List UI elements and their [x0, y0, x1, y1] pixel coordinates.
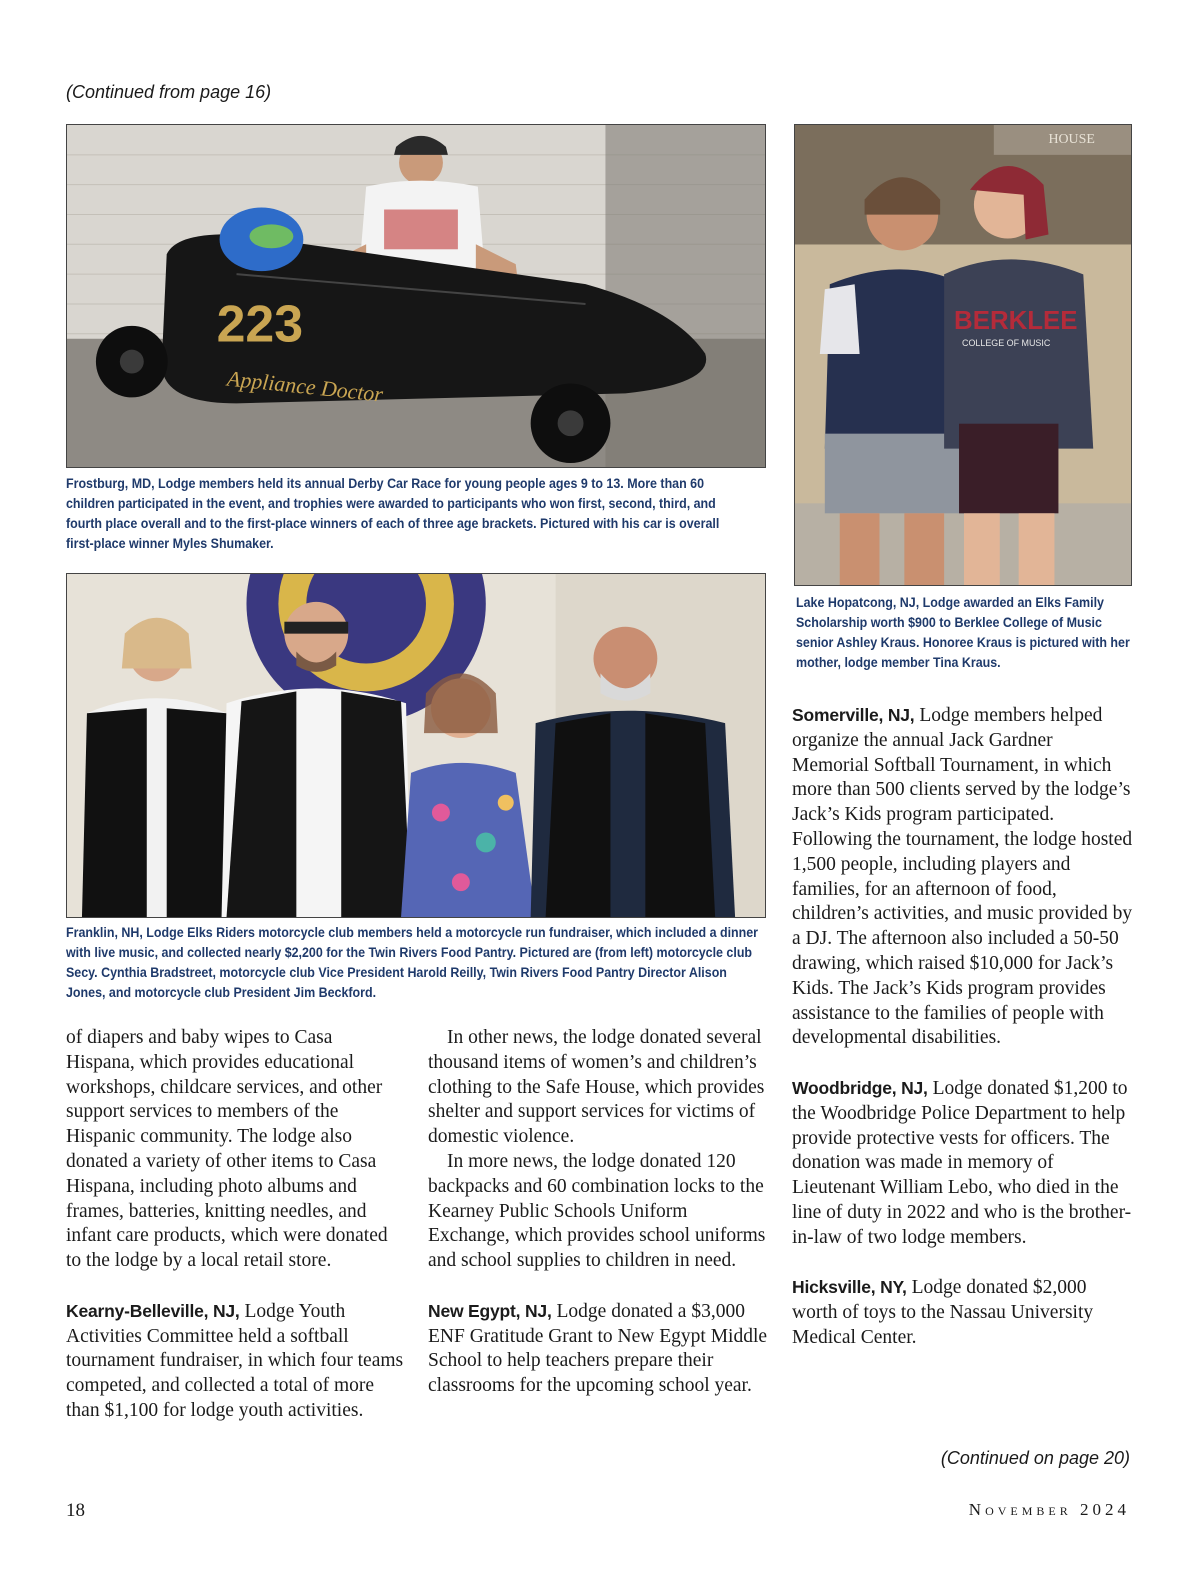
paragraph: In more news, the lodge donated 120 backpacks and 60 combination locks to the Kearney Public Schools Uniform Exchange, which provides school uniforms and school supplies to children in need. [428, 1150, 766, 1272]
franklin-photo-caption [66, 923, 768, 1003]
franklin-motorcycle-club-photo [66, 573, 766, 918]
paragraph-text: Lodge donated $1,200 to the Woodbridge Police Department to help provide protective vests for officers. The donation was made in memory of Lieutenant William Lebo, who died in the line of duty in 2022 and who is the brother-in-law of two lodge members. [792, 1077, 1132, 1248]
continued-on-label: (Continued on page 20) [940, 1448, 1130, 1468]
article-column-1 [66, 1026, 406, 1424]
article-column-2 [428, 1026, 768, 1399]
car-sponsor-script: Appliance Doctor [226, 365, 385, 407]
paragraph-somerville [792, 703, 1134, 1051]
car-number: 223 [216, 294, 304, 353]
page-number: 18 [66, 1500, 85, 1521]
place-name: Woodbridge, NJ, [792, 1077, 928, 1098]
article-column-3 [792, 703, 1134, 1351]
lake-hopatcong-scholarship-photo [794, 124, 1132, 586]
frostburg-derby-car-photo [66, 124, 766, 468]
continued-from-label: (Continued from page 16) [66, 82, 272, 102]
paragraph-new-egypt [428, 1299, 768, 1399]
paragraph-kearny-belleville [66, 1299, 406, 1424]
paragraph-hicksville [792, 1275, 1134, 1350]
caption-text: Lodge members held its annual Derby Car Race for young people ages 9 to 13. More than 60 children participated in the event, and trophies were awarded to participants who won first, second, third, and fourth place overall and to the first-place winners of each of three age brackets. Pictured with his car is overall first-place winner Myles Shumaker. [66, 476, 720, 551]
caption-place: Lake Hopatcong, NJ, [796, 595, 920, 610]
paragraph-text: Lodge members helped organize the annual Jack Gardner Memorial Softball Tournament, in which more than 500 clients served by the lodge’s Jack’s Kids program participated. Following the tournament, the lodge hosted 1,500 people, including players and families, for an afternoon of food, children’s activities, and music provided by a DJ. The afternoon also included a 50-50 drawing, which raised $10,000 for Jack’s Kids. The Jack’s Kids program provides assistance to the families of people with developmental disabilities. [792, 705, 1133, 1049]
place-name: Hicksville, NY, [792, 1277, 907, 1298]
issue-date: November 2024 [968, 1500, 1130, 1519]
lake-hopatcong-photo-caption [796, 593, 1133, 673]
paragraph-text: Lodge donated $2,000 worth of toys to the Nassau University Medical Center. [792, 1277, 1094, 1348]
place-name: Somerville, NJ, [792, 705, 915, 725]
caption-place: Frostburg, MD, [66, 476, 155, 491]
shirt-sublettering: COLLEGE OF MUSIC [962, 338, 1051, 349]
place-name: Kearny-Belleville, NJ, [66, 1300, 240, 1321]
paragraph-text: Lodge donated a $3,000 ENF Gratitude Grant to New Egypt Middle School to help teachers prepare their classrooms for the upcoming school year. [428, 1300, 768, 1397]
caption-text: Lodge awarded an Elks Family Scholarship worth $900 to Berklee College of Music senior Ashley Kraus. Honoree Kraus is pictured with her mother, lodge member Tina Kraus. [796, 595, 1130, 670]
paragraph-woodbridge [792, 1076, 1134, 1251]
caption-place: Franklin, NH, [66, 925, 143, 940]
paragraph-text: Lodge Youth Activities Committee held a softball tournament fundraiser, in which four teams competed, and collected a total of more than $1,100 for lodge youth activities. [66, 1300, 404, 1421]
paragraph: of diapers and baby wipes to Casa Hispana, which provides educational workshops, childcare services, and other support services to members of the Hispanic community. The lodge also donated a variety of other items to Casa Hispana, including photo albums and frames, batteries, knitting needles, and infant care products, which were donated to the lodge by a local retail store. [66, 1027, 388, 1272]
paragraph: In other news, the lodge donated several thousand items of women’s and children’s clothing to the Safe House, which provides shelter and support services for victims of domestic violence. [428, 1027, 765, 1148]
building-sign: HOUSE [1048, 131, 1095, 147]
caption-text: Lodge Elks Riders motorcycle club members held a motorcycle run fundraiser, which included a dinner with live music, and collected nearly $2,200 for the Twin Rivers Food Pantry. Pictured are (from left) motorcycle club Secy. Cynthia Bradstreet, motorcycle club Vice President Harold Reilly, Twin Rivers Food Pantry Director Alison Jones, and motorcycle club President Jim Beckford. [66, 925, 759, 1000]
shirt-lettering: BERKLEE [954, 307, 1078, 336]
frostburg-photo-caption [66, 474, 750, 554]
place-name: New Egypt, NJ, [428, 1300, 552, 1321]
